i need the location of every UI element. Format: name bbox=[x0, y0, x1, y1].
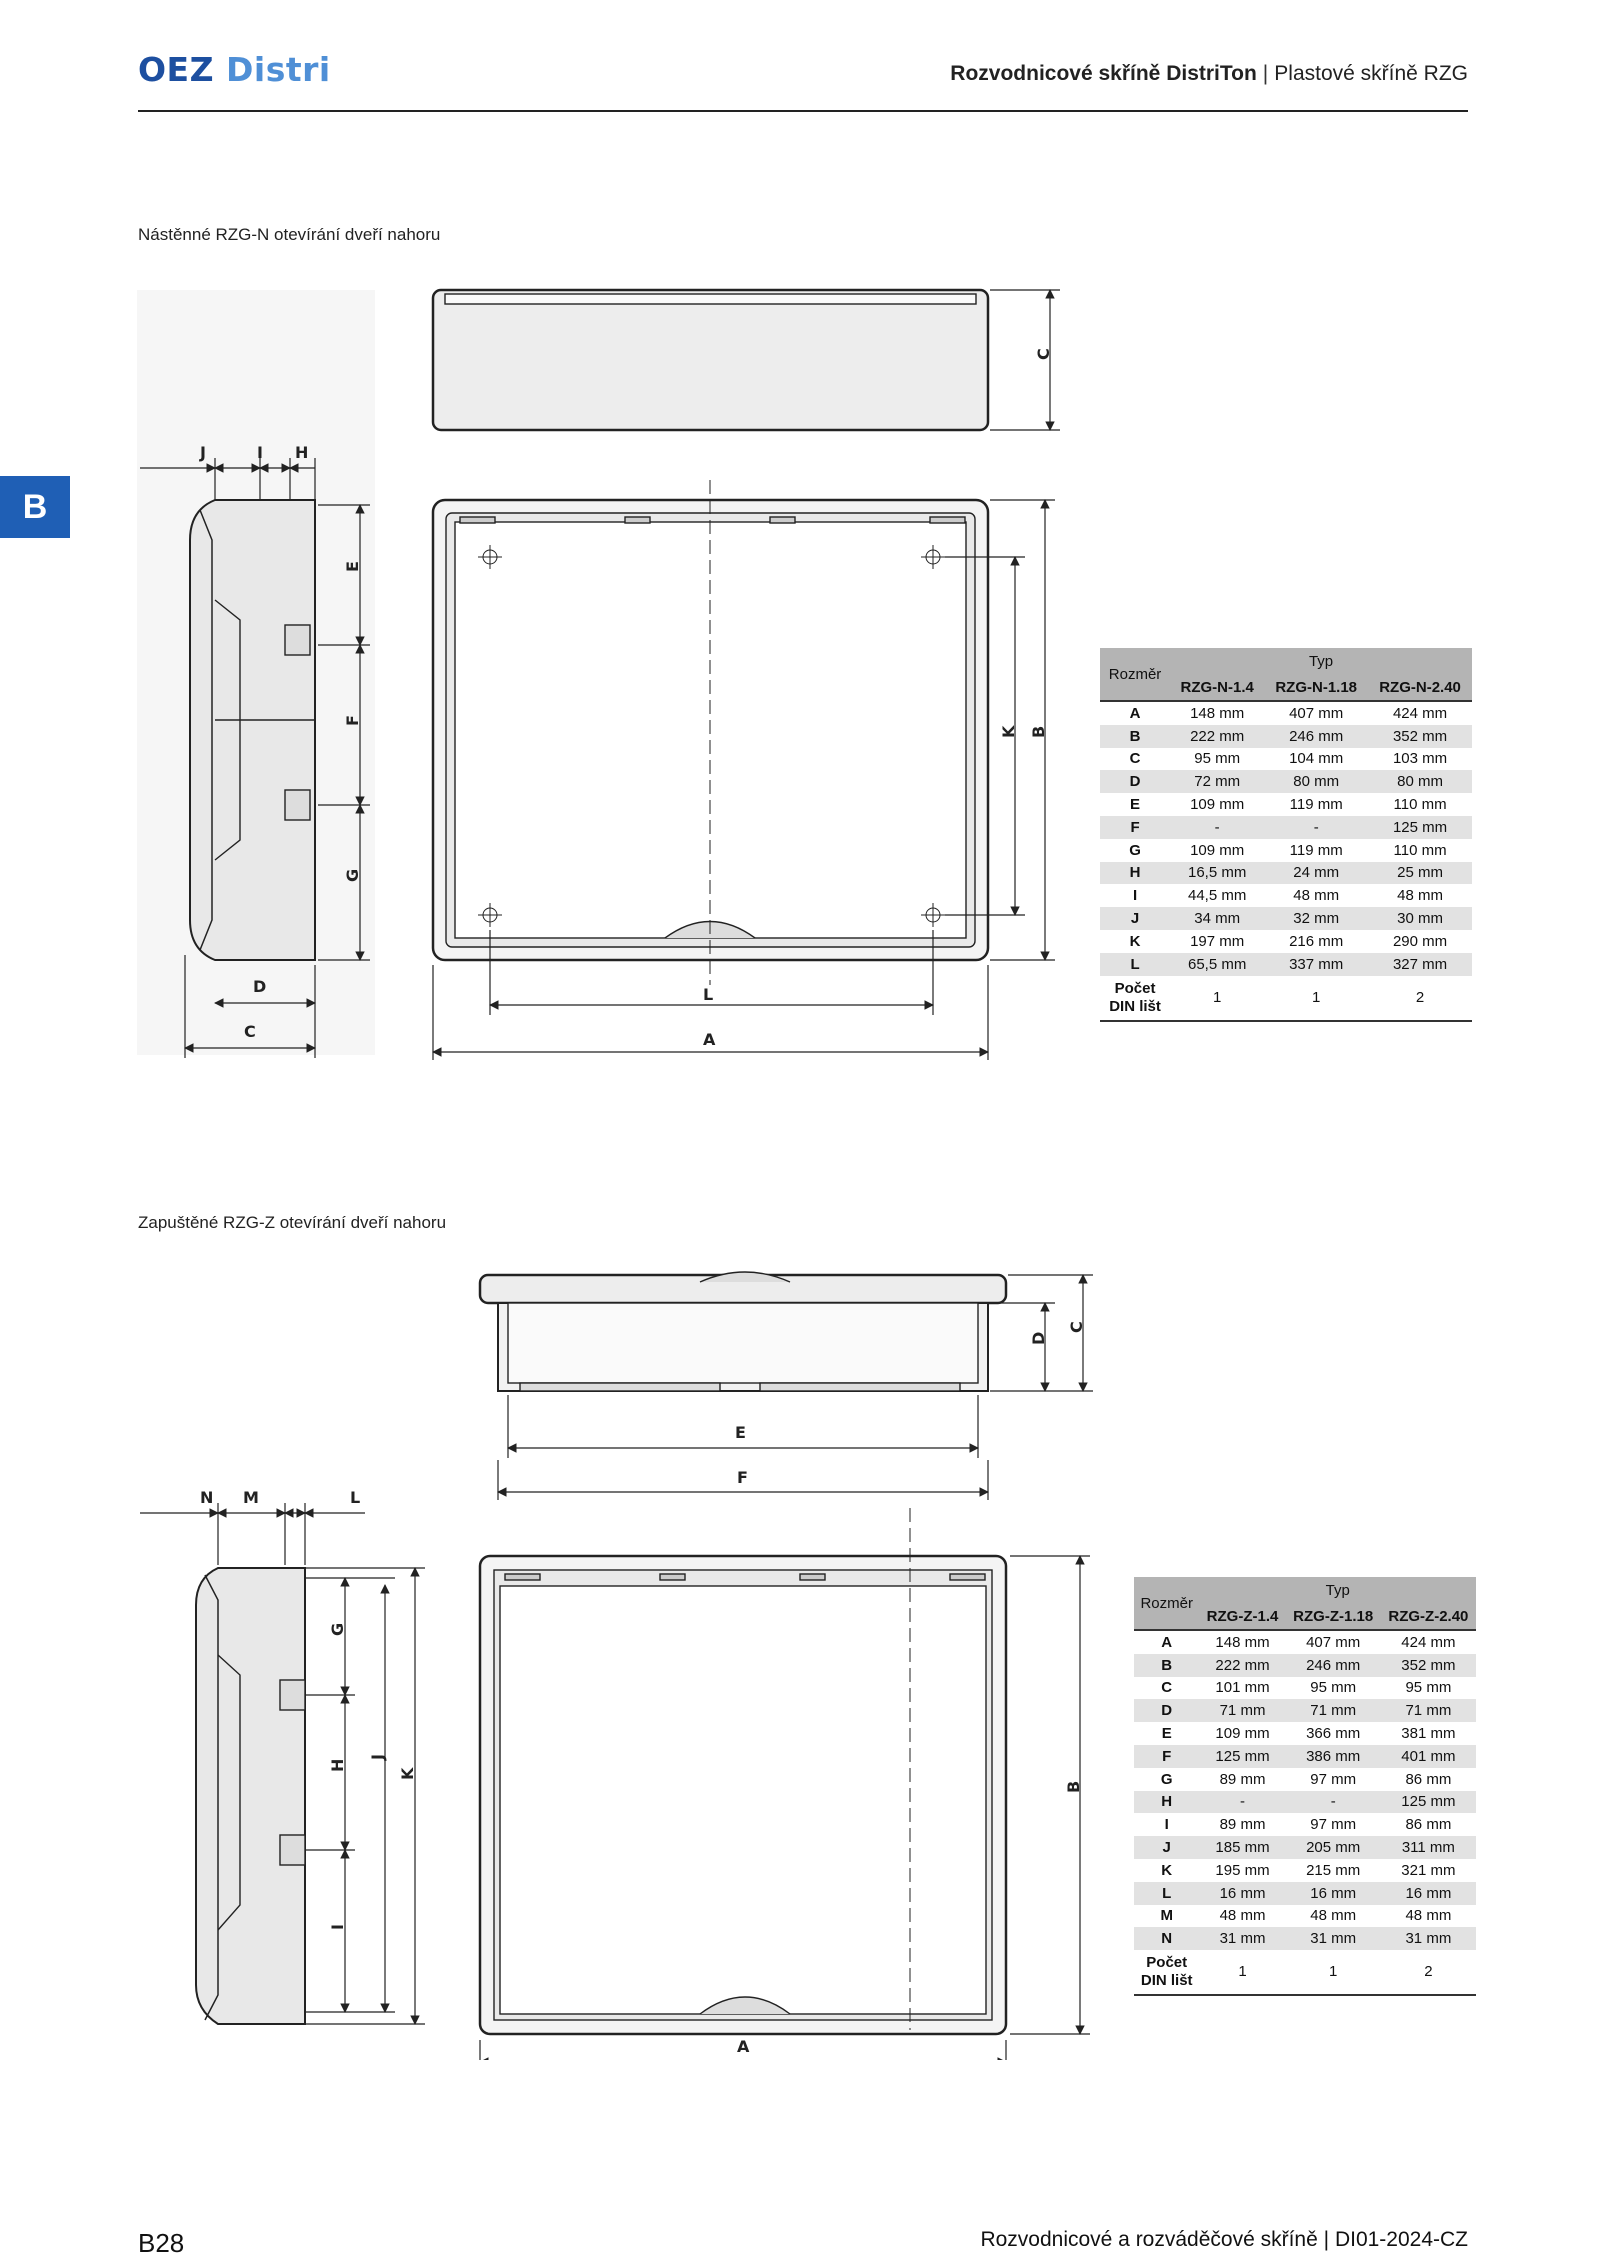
dim-label-C: C bbox=[1034, 348, 1053, 360]
table-cell: 185 mm bbox=[1199, 1836, 1285, 1859]
dim-label-A: A bbox=[703, 1030, 716, 1049]
row-dimension-label: D bbox=[1134, 1699, 1199, 1722]
din-count-value: 1 bbox=[1264, 976, 1368, 1021]
table-row bbox=[1100, 770, 1472, 793]
table-row bbox=[1134, 1654, 1476, 1677]
table-cell: 48 mm bbox=[1219, 1907, 1266, 1925]
din-count-label-line1: Počet bbox=[1114, 979, 1156, 997]
dim-label-J: J bbox=[200, 443, 206, 462]
table-type-col: RZG-N-2.40 bbox=[1368, 674, 1472, 701]
table-cell: 407 mm bbox=[1289, 704, 1344, 722]
table-cell: 290 mm bbox=[1392, 932, 1448, 950]
table-cell: 89 mm bbox=[1219, 1770, 1266, 1788]
row-dimension-label: L bbox=[1100, 953, 1170, 976]
row-dimension-label: K bbox=[1129, 932, 1141, 950]
dim-label-B: B bbox=[1064, 1780, 1083, 1793]
table-cell: 222 mm bbox=[1170, 725, 1264, 748]
din-count-label-line1: Počet bbox=[1146, 1954, 1188, 1972]
table-cell: 119 mm bbox=[1289, 841, 1343, 859]
table-row bbox=[1100, 725, 1472, 748]
table-cell: 352 mm bbox=[1368, 725, 1472, 748]
table-cell: 16 mm bbox=[1286, 1882, 1381, 1905]
table-cell: 222 mm bbox=[1199, 1654, 1285, 1677]
din-count-value: 1 bbox=[1170, 976, 1264, 1021]
table-cell: 352 mm bbox=[1381, 1654, 1476, 1677]
dim-label-C: C bbox=[1067, 1321, 1086, 1333]
table-cell: 321 mm bbox=[1401, 1861, 1456, 1879]
din-count-value: 2 bbox=[1368, 976, 1472, 1021]
table-row bbox=[1134, 1859, 1476, 1882]
dim-label-K: K bbox=[398, 1767, 417, 1780]
table-cell: 32 mm bbox=[1264, 907, 1368, 930]
table-row bbox=[1134, 1882, 1476, 1905]
wall-dimensions-table bbox=[1100, 648, 1472, 1022]
table-row bbox=[1134, 1768, 1476, 1791]
table-cell: 337 mm bbox=[1264, 953, 1368, 976]
page-number: B28 bbox=[138, 2228, 185, 2258]
table-cell: 31 mm bbox=[1199, 1927, 1285, 1950]
header-title-bold: Rozvodnicové skříně DistriTon bbox=[950, 62, 1257, 85]
table-cell: 103 mm bbox=[1392, 750, 1448, 768]
table-cell: 34 mm bbox=[1170, 907, 1264, 930]
table-cell: 86 mm bbox=[1405, 1816, 1452, 1834]
table-row bbox=[1134, 1927, 1476, 1950]
table-cell: 424 mm bbox=[1392, 704, 1448, 722]
dim-label-D: D bbox=[1029, 1331, 1048, 1345]
table-cell: - bbox=[1199, 1791, 1285, 1814]
table-cell: 366 mm bbox=[1306, 1725, 1361, 1743]
table-type-col: RZG-Z-1.18 bbox=[1286, 1603, 1381, 1630]
table-row bbox=[1100, 953, 1472, 976]
dim-label-L: L bbox=[703, 985, 714, 1004]
table-cell: 327 mm bbox=[1368, 953, 1472, 976]
table-cell: 195 mm bbox=[1215, 1861, 1270, 1879]
row-dimension-label: H bbox=[1100, 862, 1170, 885]
table-cell: 246 mm bbox=[1264, 725, 1368, 748]
row-dimension-label: A bbox=[1161, 1633, 1173, 1651]
table-cell: 48 mm bbox=[1293, 887, 1340, 905]
row-dimension-label: E bbox=[1130, 796, 1141, 814]
table-cell: 109 mm bbox=[1190, 841, 1245, 859]
chapter-tab: B bbox=[0, 476, 70, 538]
table-row bbox=[1134, 1836, 1476, 1859]
dim-label-D: D bbox=[253, 977, 267, 996]
table-cell: 205 mm bbox=[1286, 1836, 1381, 1859]
table-cell: 381 mm bbox=[1401, 1725, 1456, 1743]
row-dimension-label: C bbox=[1161, 1679, 1173, 1697]
table-cell: 30 mm bbox=[1368, 907, 1472, 930]
table-cell: 48 mm bbox=[1405, 1907, 1452, 1925]
row-dimension-label: B bbox=[1100, 725, 1170, 748]
row-dimension-label: G bbox=[1129, 841, 1141, 859]
table-cell: 311 mm bbox=[1381, 1836, 1476, 1859]
din-count-label-line2: DIN lišt bbox=[1140, 1972, 1193, 1990]
row-dimension-label: G bbox=[1160, 1770, 1173, 1788]
dim-label-C-side: C bbox=[244, 1022, 256, 1041]
dim-label-G: G bbox=[343, 868, 362, 882]
table-cell: 110 mm bbox=[1393, 796, 1447, 814]
din-count-value: 2 bbox=[1381, 1950, 1476, 1995]
footer-separator: | bbox=[1323, 2228, 1330, 2251]
row-dimension-label: E bbox=[1161, 1725, 1172, 1743]
row-dimension-label: H bbox=[1134, 1791, 1199, 1814]
logo-main: OEZ bbox=[138, 50, 215, 89]
table-cell: 16 mm bbox=[1381, 1882, 1476, 1905]
dim-label-H: H bbox=[295, 443, 309, 462]
footer-code: DI01-2024-CZ bbox=[1334, 2228, 1468, 2251]
table-cell: 80 mm bbox=[1264, 770, 1368, 793]
footer-catalog-title: Rozvodnicové a rozváděčové skříně bbox=[980, 2228, 1318, 2251]
row-dimension-label: J bbox=[1134, 1836, 1199, 1859]
table-cell: 109 mm bbox=[1215, 1725, 1270, 1743]
row-dimension-label: L bbox=[1134, 1882, 1199, 1905]
dim-label-N: N bbox=[200, 1488, 214, 1507]
dim-label-I: I bbox=[328, 1924, 347, 1930]
table-type-col: RZG-N-1.4 bbox=[1170, 674, 1264, 701]
row-dimension-label: C bbox=[1129, 750, 1141, 768]
table-row bbox=[1100, 930, 1472, 953]
table-cell: - bbox=[1264, 816, 1368, 839]
table-row bbox=[1134, 1722, 1476, 1745]
logo-sub: Distri bbox=[226, 50, 331, 89]
table-row bbox=[1134, 1813, 1476, 1836]
table-cell: 72 mm bbox=[1170, 770, 1264, 793]
table-row bbox=[1134, 1699, 1476, 1722]
table-cell: 44,5 mm bbox=[1187, 887, 1247, 905]
dim-label-E: E bbox=[343, 561, 362, 572]
din-count-value: 1 bbox=[1286, 1950, 1381, 1995]
din-count-label-line2: DIN lišt bbox=[1109, 997, 1161, 1015]
table-cell: 386 mm bbox=[1286, 1745, 1381, 1768]
table-type-col: RZG-N-1.18 bbox=[1264, 674, 1368, 701]
table-row bbox=[1134, 1905, 1476, 1928]
table-cell: 86 mm bbox=[1405, 1770, 1452, 1788]
dim-label-G: G bbox=[328, 1622, 347, 1636]
table-cell: 71 mm bbox=[1381, 1699, 1476, 1722]
row-dimension-label: I bbox=[1132, 887, 1138, 905]
row-dimension-label: F bbox=[1100, 816, 1170, 839]
table-cell: 16 mm bbox=[1199, 1882, 1285, 1905]
dim-label-F: F bbox=[737, 1468, 748, 1487]
table-cell: 48 mm bbox=[1397, 887, 1443, 905]
table-cell: - bbox=[1286, 1791, 1381, 1814]
table-row bbox=[1100, 907, 1472, 930]
header-title-rest: Plastové skříně RZG bbox=[1274, 62, 1468, 85]
table-row bbox=[1100, 748, 1472, 771]
din-count-label bbox=[1100, 976, 1170, 1021]
table-cell: 65,5 mm bbox=[1170, 953, 1264, 976]
row-dimension-label: A bbox=[1129, 704, 1141, 722]
table-cell: 148 mm bbox=[1190, 704, 1245, 722]
din-count-value: 1 bbox=[1199, 1950, 1285, 1995]
dim-label-J: J bbox=[368, 1754, 387, 1760]
table-row bbox=[1100, 884, 1472, 907]
table-row bbox=[1134, 1745, 1476, 1768]
row-dimension-label: M bbox=[1160, 1907, 1173, 1925]
table-cell: 24 mm bbox=[1264, 862, 1368, 885]
row-dimension-label: B bbox=[1134, 1654, 1199, 1677]
table-type-col: RZG-Z-2.40 bbox=[1381, 1603, 1476, 1630]
table-cell: 246 mm bbox=[1286, 1654, 1381, 1677]
header-divider bbox=[138, 110, 1468, 112]
table-cell: 104 mm bbox=[1289, 750, 1344, 768]
brand-logo bbox=[138, 50, 331, 89]
header-separator: | bbox=[1262, 62, 1269, 85]
table-row bbox=[1100, 816, 1472, 839]
row-dimension-label: I bbox=[1164, 1816, 1169, 1834]
table-cell: 125 mm bbox=[1199, 1745, 1285, 1768]
row-dimension-label: D bbox=[1100, 770, 1170, 793]
dim-label-L: L bbox=[350, 1488, 361, 1507]
table-row-din-count bbox=[1134, 1950, 1476, 1995]
table-cell: 80 mm bbox=[1368, 770, 1472, 793]
table-row bbox=[1100, 839, 1472, 862]
table-cell: 101 mm bbox=[1215, 1679, 1270, 1697]
dim-label-K: K bbox=[999, 725, 1018, 738]
table-cell: 48 mm bbox=[1310, 1907, 1357, 1925]
table-row bbox=[1100, 701, 1472, 725]
table-cell: 31 mm bbox=[1286, 1927, 1381, 1950]
row-dimension-label: F bbox=[1134, 1745, 1199, 1768]
table-header-type: Typ bbox=[1170, 648, 1472, 674]
table-cell: 71 mm bbox=[1199, 1699, 1285, 1722]
dim-label-E: E bbox=[735, 1423, 746, 1442]
table-cell: - bbox=[1170, 816, 1264, 839]
footer-catalog bbox=[980, 2228, 1468, 2252]
table-cell: 109 mm bbox=[1190, 796, 1245, 814]
table-row bbox=[1134, 1677, 1476, 1700]
row-dimension-label: K bbox=[1161, 1861, 1173, 1879]
table-header-type: Typ bbox=[1199, 1577, 1476, 1603]
dim-label-I: I bbox=[257, 443, 263, 462]
table-cell: 71 mm bbox=[1286, 1699, 1381, 1722]
section-title-wall: Nástěnné RZG-N otevírání dveří nahoru bbox=[138, 225, 441, 244]
table-cell: 215 mm bbox=[1306, 1861, 1361, 1879]
table-cell: 31 mm bbox=[1381, 1927, 1476, 1950]
table-header-dimension: Rozměr bbox=[1100, 648, 1170, 701]
table-cell: 197 mm bbox=[1190, 932, 1245, 950]
table-cell: 125 mm bbox=[1381, 1791, 1476, 1814]
din-count-label bbox=[1134, 1950, 1199, 1995]
table-cell: 89 mm bbox=[1219, 1816, 1266, 1834]
row-dimension-label: N bbox=[1134, 1927, 1199, 1950]
page-header-title bbox=[950, 62, 1468, 86]
table-type-col: RZG-Z-1.4 bbox=[1199, 1603, 1285, 1630]
table-header-dimension: Rozměr bbox=[1134, 1577, 1199, 1630]
table-row bbox=[1134, 1630, 1476, 1654]
table-cell: 407 mm bbox=[1306, 1633, 1361, 1651]
dim-label-H: H bbox=[328, 1758, 347, 1772]
table-cell: 110 mm bbox=[1393, 841, 1447, 859]
table-cell: 95 mm bbox=[1405, 1679, 1452, 1697]
table-row bbox=[1100, 793, 1472, 816]
table-cell: 95 mm bbox=[1194, 750, 1241, 768]
table-cell: 424 mm bbox=[1401, 1633, 1456, 1651]
section-title-flush: Zapuštěné RZG-Z otevírání dveří nahoru bbox=[138, 1213, 447, 1232]
table-cell: 119 mm bbox=[1289, 796, 1343, 814]
table-cell: 97 mm bbox=[1310, 1816, 1357, 1834]
dim-label-A: A bbox=[737, 2037, 750, 2056]
dim-label-M: M bbox=[243, 1488, 259, 1507]
table-cell: 216 mm bbox=[1289, 932, 1344, 950]
row-dimension-label: J bbox=[1100, 907, 1170, 930]
table-cell: 97 mm bbox=[1310, 1770, 1357, 1788]
table-row bbox=[1134, 1791, 1476, 1814]
table-cell: 125 mm bbox=[1368, 816, 1472, 839]
dim-label-F: F bbox=[343, 715, 362, 726]
table-row-din-count bbox=[1100, 976, 1472, 1021]
wall-enclosure-drawing bbox=[0, 280, 1100, 1070]
flush-dimensions-table bbox=[1134, 1577, 1476, 1996]
table-cell: 25 mm bbox=[1368, 862, 1472, 885]
table-row bbox=[1100, 862, 1472, 885]
dim-label-B: B bbox=[1029, 725, 1048, 738]
table-cell: 95 mm bbox=[1310, 1679, 1357, 1697]
table-cell: 16,5 mm bbox=[1170, 862, 1264, 885]
table-cell: 401 mm bbox=[1381, 1745, 1476, 1768]
flush-enclosure-drawing bbox=[0, 1260, 1120, 2060]
table-cell: 148 mm bbox=[1215, 1633, 1270, 1651]
